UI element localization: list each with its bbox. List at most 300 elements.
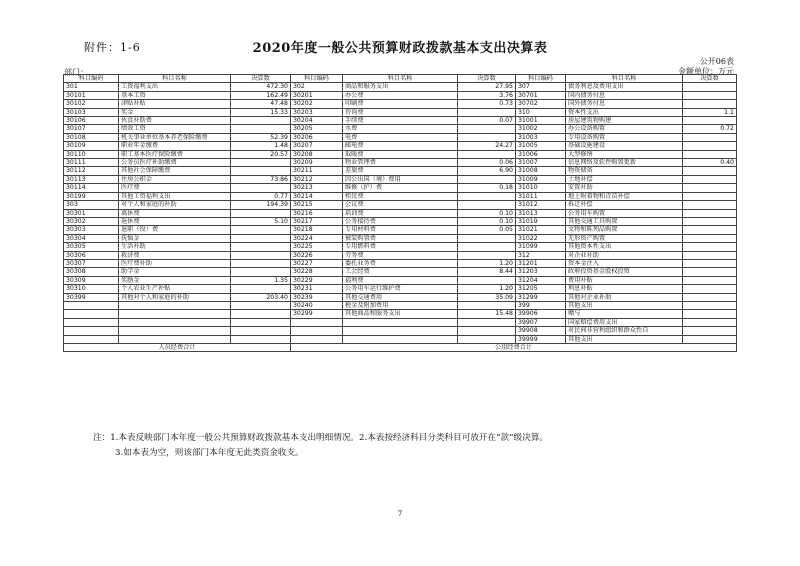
amount-cell (683, 217, 737, 225)
table-row (64, 293, 737, 301)
amount-cell (231, 285, 291, 293)
name-cell: 助学金 (119, 268, 231, 276)
name-cell: 基本工资 (119, 91, 231, 99)
amount-cell (458, 276, 516, 284)
name-cell: 差旅费 (343, 167, 458, 175)
code-cell: 31002 (516, 125, 566, 133)
name-cell: 国外债务付息 (566, 100, 683, 108)
name-cell (343, 327, 458, 335)
name-cell: 福利费 (343, 276, 458, 284)
code-cell: 31011 (516, 192, 566, 200)
code-cell: 30299 (291, 310, 343, 318)
code-cell: 31001 (516, 117, 566, 125)
amount-cell: 52.39 (231, 133, 291, 141)
code-cell: 30101 (64, 91, 119, 99)
amount-cell (683, 142, 737, 150)
amount-unit: 金额单位：万元 (678, 67, 734, 76)
code-cell: 39999 (516, 335, 566, 343)
table-row (64, 142, 737, 150)
amount-cell: 1.1 (683, 108, 737, 116)
name-cell: 公务用车购置 (566, 209, 683, 217)
amount-cell: 472.30 (231, 83, 291, 91)
code-cell: 31299 (516, 293, 566, 301)
amount-cell: 0.73 (458, 100, 516, 108)
amount-cell (683, 150, 737, 158)
table-row (64, 301, 737, 309)
name-cell: 办公费 (343, 91, 458, 99)
table-row (64, 226, 737, 234)
name-cell: 会议费 (343, 201, 458, 209)
name-cell: 地上附着物和青苗补偿 (566, 192, 683, 200)
code-cell: 31201 (516, 259, 566, 267)
table-row (64, 133, 737, 141)
department-label: 部门： (64, 68, 88, 77)
amount-cell: 203.40 (231, 293, 291, 301)
code-cell: 31203 (516, 268, 566, 276)
code-cell: 30199 (64, 192, 119, 200)
name-cell: 其他交通工具购置 (566, 217, 683, 225)
code-cell: 312 (516, 251, 566, 259)
name-cell: 伙食补助费 (119, 117, 231, 125)
name-cell: 住房公积金 (119, 175, 231, 183)
code-cell: 30110 (64, 150, 119, 158)
name-cell: 救济费 (119, 251, 231, 259)
name-cell: 利息补贴 (566, 285, 683, 293)
name-cell: 咨询费 (343, 108, 458, 116)
name-cell: 印刷费 (343, 100, 458, 108)
table-body (64, 83, 737, 344)
table-row (64, 243, 737, 251)
table-row (64, 335, 737, 343)
amount-cell: 8.44 (458, 268, 516, 276)
name-cell: 专用材料费 (343, 226, 458, 234)
amount-cell: 0.07 (458, 117, 516, 125)
name-cell: 工资福利支出 (119, 83, 231, 91)
code-cell: 30309 (64, 276, 119, 284)
code-cell: 30306 (64, 251, 119, 259)
name-cell: 土地补偿 (566, 175, 683, 183)
name-cell: 水费 (343, 125, 458, 133)
code-cell: 30212 (291, 175, 343, 183)
amount-cell (683, 209, 737, 217)
name-cell: 奖励金 (119, 276, 231, 284)
code-cell: 30231 (291, 285, 343, 293)
code-cell: 30218 (291, 226, 343, 234)
code-cell: 30204 (291, 117, 343, 125)
amount-cell: 0.40 (683, 159, 737, 167)
name-cell: 其他社会保障缴费 (119, 167, 231, 175)
amount-cell: 0.10 (458, 217, 516, 225)
name-cell: 债务利息及费用支出 (566, 83, 683, 91)
code-cell: 30227 (291, 259, 343, 267)
amount-cell (683, 335, 737, 343)
code-cell: 30240 (291, 301, 343, 309)
table-row (64, 251, 737, 259)
name-cell: 大型修缮 (566, 150, 683, 158)
code-cell: 30307 (64, 259, 119, 267)
name-cell: 其他对企业补助 (566, 293, 683, 301)
name-cell: 退休费 (119, 217, 231, 225)
amount-cell (458, 234, 516, 242)
amount-cell (458, 327, 516, 335)
name-cell (119, 335, 231, 343)
name-cell: 公务用车运行维护费 (343, 285, 458, 293)
amount-cell (683, 192, 737, 200)
name-cell: 专用燃料费 (343, 243, 458, 251)
code-cell: 30211 (291, 167, 343, 175)
amount-cell (683, 301, 737, 309)
name-cell (343, 318, 458, 326)
code-cell: 30399 (64, 293, 119, 301)
amount-cell (683, 234, 737, 242)
column-header: 决算数 (458, 75, 516, 83)
amount-cell (683, 175, 737, 183)
amount-cell: 0.06 (458, 159, 516, 167)
name-cell: 退职（役）费 (119, 226, 231, 234)
name-cell: 委托业务费 (343, 259, 458, 267)
name-cell: 邮电费 (343, 142, 458, 150)
amount-cell: 20.57 (231, 150, 291, 158)
name-cell: 离休费 (119, 209, 231, 217)
amount-cell (458, 125, 516, 133)
amount-cell: 27.95 (458, 83, 516, 91)
amount-cell (231, 327, 291, 335)
amount-cell (231, 234, 291, 242)
expenditure-table (63, 74, 737, 352)
code-cell: 30106 (64, 117, 119, 125)
name-cell: 房屋建筑物购建 (566, 117, 683, 125)
amount-cell: 15.33 (231, 108, 291, 116)
amount-cell (683, 133, 737, 141)
table-row (64, 91, 737, 99)
personnel-total-label: 人员经费合计 (64, 344, 291, 352)
code-cell: 31009 (516, 175, 566, 183)
code-cell (64, 310, 119, 318)
code-cell: 39906 (516, 310, 566, 318)
table-row (64, 125, 737, 133)
name-cell: 被装购置费 (343, 234, 458, 242)
code-cell: 30308 (64, 268, 119, 276)
amount-cell: 24.27 (458, 142, 516, 150)
form-number: 公开06表 (699, 57, 734, 66)
table-row (64, 100, 737, 108)
name-cell (119, 301, 231, 309)
page-number: 7 (397, 510, 403, 518)
amount-cell: 5.10 (231, 217, 291, 225)
amount-cell (231, 159, 291, 167)
code-cell: 31012 (516, 201, 566, 209)
code-cell: 30226 (291, 251, 343, 259)
table-row (64, 192, 737, 200)
name-cell: 费用补贴 (566, 276, 683, 284)
amount-cell: 162.49 (231, 91, 291, 99)
table-row (64, 117, 737, 125)
code-cell: 399 (516, 301, 566, 309)
name-cell: 其他资本性支出 (566, 243, 683, 251)
name-cell: 信息网络及软件购置更新 (566, 159, 683, 167)
amount-cell: 3.76 (458, 91, 516, 99)
name-cell: 其他支出 (566, 301, 683, 309)
name-cell: 职业年金缴费 (119, 142, 231, 150)
code-cell: 31021 (516, 226, 566, 234)
name-cell: 物资储备 (566, 167, 683, 175)
amount-cell (683, 327, 737, 335)
code-cell (64, 301, 119, 309)
public-total-label: 公用经费合计 (291, 344, 737, 352)
table-row (64, 159, 737, 167)
amount-cell (683, 285, 737, 293)
table-row (64, 108, 737, 116)
code-cell: 30205 (291, 125, 343, 133)
amount-cell: 1.35 (231, 276, 291, 284)
amount-cell (683, 184, 737, 192)
table-row (64, 285, 737, 293)
code-cell: 30301 (64, 209, 119, 217)
name-cell: 物业管理费 (343, 159, 458, 167)
name-cell: 对民间非营利组织和群众性自 (566, 327, 683, 335)
amount-cell (683, 117, 737, 125)
amount-cell: 0.77 (231, 192, 291, 200)
code-cell (291, 318, 343, 326)
attachment-label: 附件：1-6 (84, 41, 141, 54)
table-row (64, 83, 737, 91)
amount-cell: 15.48 (458, 310, 516, 318)
code-cell: 30102 (64, 100, 119, 108)
name-cell: 其他交通费用 (343, 293, 458, 301)
name-cell: 取暖费 (343, 150, 458, 158)
code-cell: 30107 (64, 125, 119, 133)
code-cell: 39907 (516, 318, 566, 326)
column-header: 科目名称 (119, 75, 231, 83)
name-cell: 抚恤金 (119, 234, 231, 242)
footnote-line-2: 3.如本表为空，则该部门本年度无此类资金收支。 (115, 448, 304, 458)
table-row (64, 259, 737, 267)
name-cell: 安置补助 (566, 184, 683, 192)
name-cell: 对企业补助 (566, 251, 683, 259)
code-cell: 30239 (291, 293, 343, 301)
amount-cell (458, 335, 516, 343)
code-cell: 30108 (64, 133, 119, 141)
amount-cell (458, 133, 516, 141)
name-cell: 政府投资基金股权投资 (566, 268, 683, 276)
table-row (64, 217, 737, 225)
amount-cell (231, 117, 291, 125)
amount-cell: 0.05 (458, 226, 516, 234)
name-cell: 绩效工资 (119, 125, 231, 133)
code-cell (64, 318, 119, 326)
name-cell: 办公设备购置 (566, 125, 683, 133)
amount-cell (231, 259, 291, 267)
code-cell: 39908 (516, 327, 566, 335)
code-cell: 30103 (64, 108, 119, 116)
amount-cell: 6.90 (458, 167, 516, 175)
code-cell: 30303 (64, 226, 119, 234)
code-cell: 31022 (516, 234, 566, 242)
code-cell: 31010 (516, 184, 566, 192)
code-cell: 30304 (64, 234, 119, 242)
code-cell: 31019 (516, 217, 566, 225)
name-cell: 对个人和家庭的补助 (119, 201, 231, 209)
column-header: 决算数 (231, 75, 291, 83)
name-cell: 个人农业生产补贴 (119, 285, 231, 293)
name-cell: 其他工资福利支出 (119, 192, 231, 200)
code-cell: 30213 (291, 184, 343, 192)
amount-cell (231, 318, 291, 326)
amount-cell (683, 226, 737, 234)
code-cell (291, 335, 343, 343)
code-cell: 30113 (64, 175, 119, 183)
code-cell: 30111 (64, 159, 119, 167)
name-cell: 公务员医疗补助缴费 (119, 159, 231, 167)
name-cell: 公务接待费 (343, 217, 458, 225)
code-cell: 30207 (291, 142, 343, 150)
name-cell: 生活补助 (119, 243, 231, 251)
code-cell: 31006 (516, 150, 566, 158)
name-cell: 文物和陈列品购置 (566, 226, 683, 234)
code-cell: 303 (64, 201, 119, 209)
code-cell: 30209 (291, 159, 343, 167)
amount-cell: 1.20 (458, 259, 516, 267)
name-cell: 医疗费补助 (119, 259, 231, 267)
totals-row (64, 344, 737, 352)
amount-cell (231, 167, 291, 175)
code-cell: 30206 (291, 133, 343, 141)
code-cell: 31007 (516, 159, 566, 167)
code-cell: 30305 (64, 243, 119, 251)
table-row (64, 310, 737, 318)
name-cell: 赠与 (566, 310, 683, 318)
table-row (64, 268, 737, 276)
amount-cell (458, 243, 516, 251)
amount-cell (683, 91, 737, 99)
code-cell: 31008 (516, 167, 566, 175)
code-cell: 30229 (291, 276, 343, 284)
amount-cell (231, 335, 291, 343)
table-row (64, 318, 737, 326)
amount-cell (231, 184, 291, 192)
name-cell: 职工基本医疗保险缴费 (119, 150, 231, 158)
code-cell: 30215 (291, 201, 343, 209)
amount-cell (458, 318, 516, 326)
amount-cell (683, 259, 737, 267)
name-cell: 拆迁补偿 (566, 201, 683, 209)
amount-cell: 1.20 (458, 285, 516, 293)
amount-cell (231, 243, 291, 251)
name-cell (119, 318, 231, 326)
code-cell (291, 327, 343, 335)
name-cell: 资本性支出 (566, 108, 683, 116)
name-cell: 电费 (343, 133, 458, 141)
code-cell: 31003 (516, 133, 566, 141)
name-cell: 基础设施建设 (566, 142, 683, 150)
amount-cell: 194.39 (231, 201, 291, 209)
table-row (64, 201, 737, 209)
code-cell: 301 (64, 83, 119, 91)
name-cell: 国家赔偿费用支出 (566, 318, 683, 326)
code-cell: 30217 (291, 217, 343, 225)
amount-cell (458, 201, 516, 209)
amount-cell: 47.48 (231, 100, 291, 108)
amount-cell (683, 243, 737, 251)
name-cell (119, 327, 231, 335)
amount-cell (683, 293, 737, 301)
amount-cell (231, 268, 291, 276)
code-cell: 30701 (516, 91, 566, 99)
code-cell: 30201 (291, 91, 343, 99)
table-row (64, 327, 737, 335)
name-cell: 其他商品和服务支出 (343, 310, 458, 318)
table-row (64, 184, 737, 192)
code-cell: 30302 (64, 217, 119, 225)
name-cell: 专用设备购置 (566, 133, 683, 141)
amount-cell (458, 175, 516, 183)
amount-cell (683, 318, 737, 326)
table-header-row (64, 75, 737, 83)
code-cell: 31005 (516, 142, 566, 150)
code-cell: 30216 (291, 209, 343, 217)
table-row (64, 234, 737, 242)
name-cell: 商品和服务支出 (343, 83, 458, 91)
column-header: 科目名称 (566, 75, 683, 83)
name-cell: 津贴补贴 (119, 100, 231, 108)
code-cell: 30224 (291, 234, 343, 242)
amount-cell (683, 100, 737, 108)
code-cell: 30202 (291, 100, 343, 108)
amount-cell (231, 251, 291, 259)
code-cell: 302 (291, 83, 343, 91)
name-cell: 资本金注入 (566, 259, 683, 267)
footnote (93, 431, 743, 461)
code-cell: 31099 (516, 243, 566, 251)
code-cell: 31204 (516, 276, 566, 284)
amount-cell: 73.86 (231, 175, 291, 183)
amount-cell (458, 108, 516, 116)
amount-cell: 0.18 (458, 184, 516, 192)
code-cell: 30112 (64, 167, 119, 175)
amount-cell: 0.10 (458, 209, 516, 217)
name-cell: 因公出国（境）费用 (343, 175, 458, 183)
name-cell: 奖金 (119, 108, 231, 116)
table-row (64, 175, 737, 183)
name-cell: 国内债务付息 (566, 91, 683, 99)
amount-cell (458, 301, 516, 309)
code-cell (64, 335, 119, 343)
name-cell: 维修（护）费 (343, 184, 458, 192)
column-header: 科目编码 (516, 75, 566, 83)
footnote-line-1: 注：1.本表反映部门本年度一般公共预算财政拨款基本支出明细情况。2.本表按经济科目分类科目可放开在“款”级决算。 (93, 433, 548, 443)
amount-cell (458, 251, 516, 259)
name-cell (119, 310, 231, 318)
name-cell: 租赁费 (343, 192, 458, 200)
code-cell: 30203 (291, 108, 343, 116)
amount-cell (458, 150, 516, 158)
amount-cell (458, 192, 516, 200)
code-cell: 30114 (64, 184, 119, 192)
amount-cell (683, 167, 737, 175)
name-cell: 其他对个人和家庭的补助 (119, 293, 231, 301)
code-cell: 31205 (516, 285, 566, 293)
amount-cell (683, 276, 737, 284)
code-cell: 30702 (516, 100, 566, 108)
amount-cell (231, 226, 291, 234)
code-cell: 30109 (64, 142, 119, 150)
amount-cell (683, 310, 737, 318)
name-cell: 机关事业单位基本养老保险缴费 (119, 133, 231, 141)
amount-cell: 35.09 (458, 293, 516, 301)
name-cell: 工会经费 (343, 268, 458, 276)
amount-cell (231, 125, 291, 133)
code-cell: 307 (516, 83, 566, 91)
